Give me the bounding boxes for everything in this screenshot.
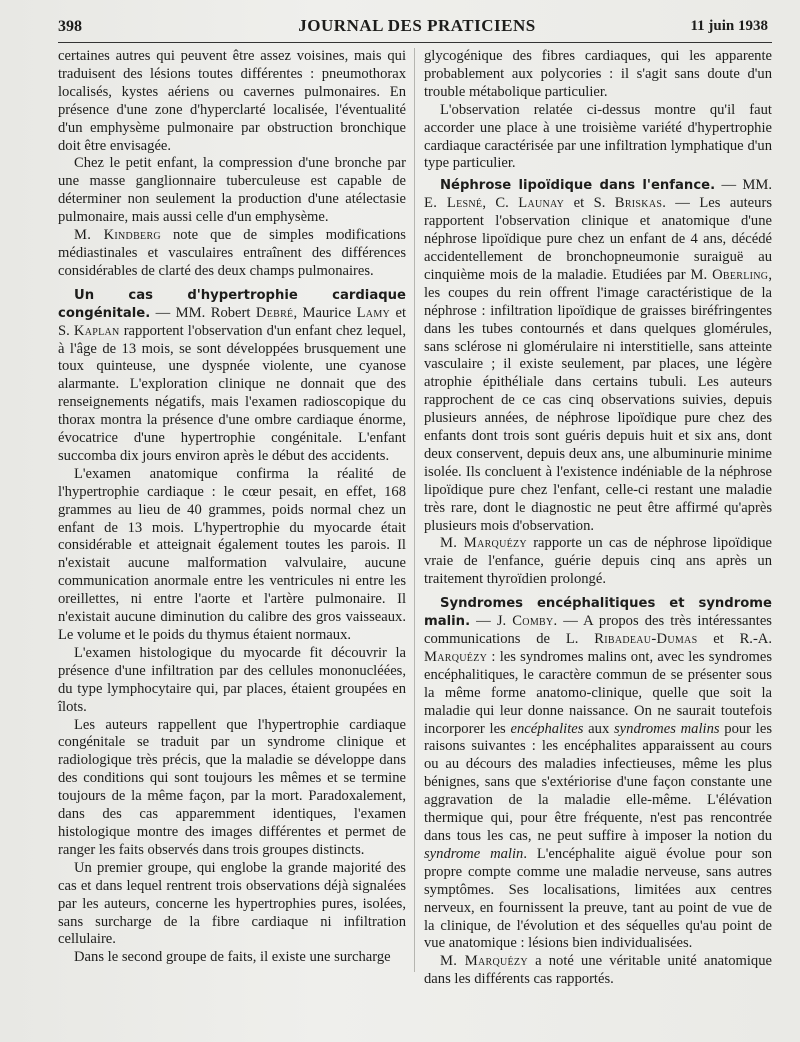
- author-name: Oberling: [712, 266, 769, 283]
- author-name: M. Marquézy: [440, 953, 528, 970]
- column-divider: [414, 48, 415, 972]
- right-column: [424, 48, 772, 989]
- section-syndromes: [424, 595, 772, 953]
- paragraph: L'observation relatée ci-dessus montre qu'il faut accorder une place à une troisième variété d'hypertrophie cardiaque caractérisée par une infiltration lymphatique d'un type particulier.: [424, 101, 772, 172]
- text-run: , Maurice: [293, 304, 357, 321]
- text-run: pour les raisons suivantes : les encéphalites apparaissent au cours ou au décours des maladies infectieuses, même les plus bénignes, sans que s'extériorise d'une façon constante une aggravation de la maladie elle-même. L'élévation thermique qui, pour être fréquente, n'est pas rencontrée dans tous les cas, ne peut suffire à imposer la notion du: [424, 720, 772, 844]
- author-name: Launay: [518, 195, 565, 212]
- author-name: Debré: [255, 304, 294, 321]
- paragraph: [424, 535, 772, 589]
- paragraph: L'examen anatomique confirma la réalité de l'hypertrophie cardiaque : le cœur pesait, en effet, 168 grammes au lieu de 40 grammes, poids normal chez un enfant de 13 mois. L'hypertrophie du myocarde était considérable et atteignait également toutes les parois. Il n'existait aucune malformation valvulaire, aucune communication anormale entre les ventricules ni entre les oreillettes, ni entre l'aorte et l'artère pulmonaire. Il n'existait aucune diminution du calibre des gros vaisseaux. Le volume et le poids du thymus étaient normaux.: [58, 465, 406, 643]
- text-run: et R.-A.: [697, 631, 772, 647]
- journal-title: JOURNAL DES PRATICIENS: [298, 16, 536, 35]
- author-name: Lamy: [356, 304, 391, 321]
- text-run: — J.: [470, 613, 513, 630]
- author-name: Marquézy: [424, 648, 488, 665]
- text-run: rapporte un cas de néphrose lipoïdique vraie de l'enfance, guérie depuis cinq ans après un traitement thyroïdien prolongé.: [424, 535, 772, 588]
- text-run: a noté une véritable unité anatomique dans les différents cas rapportés.: [424, 953, 772, 988]
- author-name: M. Marquézy: [440, 535, 527, 552]
- page-header: [58, 14, 776, 40]
- author-name: Kaplan: [73, 322, 120, 339]
- text-run: . — A propos des très intéressantes communications de L.: [424, 613, 772, 647]
- text-run: et S.: [58, 304, 406, 339]
- text-run: aux: [583, 720, 614, 737]
- author-name: M. Kindberg: [74, 227, 161, 244]
- issue-date: 11 juin 1938: [690, 18, 768, 34]
- author-name: E. Lesné: [424, 195, 483, 212]
- text-run: rapportent l'observation d'un enfant chez lequel, à l'âge de 13 mois, se sont développées brusquement une toux quinteuse, une dyspnée violente, une cyanose alarmante. L'exploration clinique ne donnait que des renseignements négatifs, mais l'examen radioscopique du thorax montra la présence d'une ombre cardiaque énorme, évocatrice d'une hypertrophie congénitale. L'enfant succomba dix jours environ après le début des accidents.: [58, 322, 407, 464]
- section-hypertrophie: [58, 287, 406, 466]
- text-run: , les coupes du rein offrent l'image caractéristique de la néphrose : infiltration lipoïdique de graisses biréfringentes dans les tubes contournés et dans quelques glomérules, sans sclérose ni glomérulaire ni interstitielle, sans atteinte vasculaire ; il existe seulement, par places, une légère atrophie épithéliale dans certains tubuli. Les auteurs rapprochent de ce cas cinq observations suivies, depuis plusieurs années, de néphrose lipoïdique pure chez des enfants dont trois sont guéris depuis huit et six ans, dont deux conservent, depuis deux ans, une albuminurie minime isolée. Ils concluent à l'existence indéniable de la néphrose lipoïdique pure chez l'enfant, celle-ci restant une maladie très rare, dont le diagnostic ne peut être affirmé qu'après plusieurs mois d'observation.: [424, 266, 772, 534]
- text-run: — MM. Robert: [150, 304, 256, 321]
- text-run: . — Les auteurs rapportent l'observation clinique et anatomique d'une néphrose lipoïdique pure chez un enfant de 4 ans, décédé accidentellement de bronchopneumonie suraiguë au cinquième mois de la maladie. Etudiées par M.: [424, 195, 772, 283]
- emphasis: encéphalites: [510, 720, 584, 737]
- section-title: Néphrose lipoïdique dans l'enfance.: [440, 178, 716, 194]
- paragraph: Chez le petit enfant, la compression d'une bronche par une masse ganglionnaire tuberculeuse est capable de déterminer non seulement la production d'une atélectasie pulmonaire, mais aussi celle d'un emphysème.: [58, 155, 406, 226]
- paragraph: glycogénique des fibres cardiaques, qui les apparente probablement aux polycories : il s'agit sans doute d'un trouble métabolique particulier.: [424, 48, 772, 100]
- page-number: 398: [58, 18, 82, 35]
- text-run: et S.: [564, 195, 615, 212]
- text-run: : les syndromes malins ont, avec les syndromes encéphalitiques, le caractère commun de se présenter sous la même forme anatomo-clinique, quelle que soit la maladie qui leur donne naissance. On ne saurait toutefois incorporer les: [424, 648, 772, 737]
- text-run: . L'encéphalite aiguë évolue pour son propre compte comme une maladie nerveuse, sans autres symptômes. Ses localisations, limitées aux centres nerveux, en fournissent la preuve, tant au point de vue de la clinique, de l'évolution et des séquelles qu'au point de vue anatomique : lésions bien individualisées.: [424, 845, 772, 952]
- section-title: Un cas d'hypertrophie cardiaque congénitale.: [58, 287, 406, 321]
- author-name: Comby: [512, 613, 554, 630]
- text-run: — MM.: [715, 177, 773, 194]
- section-title: Syndromes encéphalitiques et syndrome malin.: [424, 596, 772, 630]
- paragraph-text: note que de simples modifications médiastinales et vasculaires entraînent des différences considérables de clarté des deux champs pulmonaires.: [58, 227, 406, 279]
- section-nephrose: [424, 177, 772, 535]
- paragraph: [58, 227, 406, 281]
- emphasis: syndrome malin: [424, 845, 524, 862]
- paragraph: Les auteurs rappellent que l'hypertrophie cardiaque congénitale se traduit par un syndrome clinique et radiologique très précis, que la maladie se développe dans des conditions qui sont toujours les mêmes et se termine toujours de la même façon, par la mort. Paradoxalement, dans des cas apparemment identiques, l'examen histologique montre des images différentes et permet de ranger les faits observés dans trois groupes distincts.: [58, 716, 406, 858]
- left-column: [58, 48, 406, 967]
- author-name: Ribadeau-Dumas: [594, 631, 698, 647]
- paragraph: [424, 953, 772, 989]
- paragraph: Dans le second groupe de faits, il existe une surcharge: [74, 949, 391, 966]
- text-run: , C.: [482, 195, 519, 212]
- paragraph: Un premier groupe, qui englobe la grande majorité des cas et dans lequel rentrent trois observations déjà signalées par les auteurs, concerne les hypertrophies pures, isolées, sans surcharge de la fibre cardiaque ni infiltration cellulaire.: [58, 859, 406, 948]
- author-name: Briskas: [614, 195, 663, 212]
- paragraph: certaines autres qui peuvent être assez voisines, mais qui traduisent des lésions toutes différentes : pneumothorax localisés, kystes aériens ou cavernes pulmonaires. En présence d'une zone d'hyperclarté localisée, l'éventualité d'un emphysème pulmonaire par obstruction bronchique doit être envisagée.: [58, 48, 406, 154]
- header-rule: [58, 42, 772, 43]
- emphasis: syndromes malins: [614, 720, 720, 737]
- paragraph: L'examen histologique du myocarde fit découvrir la présence d'une infiltration par des cellules mononucléées, du type lymphocytaire qui, par places, étaient groupées en îlots.: [58, 644, 406, 715]
